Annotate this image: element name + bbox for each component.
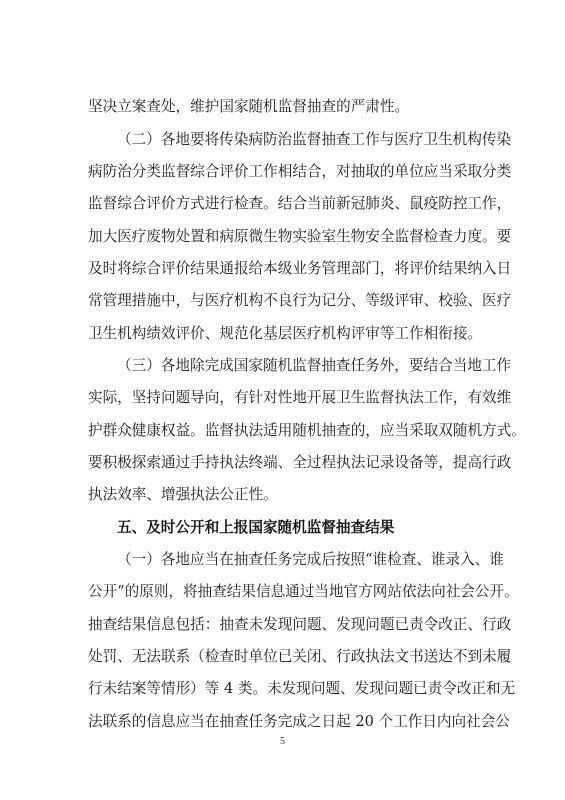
paragraph-line: 处罚、无法联系（检查时单位已关闭、行政执法文书送达不到未履 <box>88 648 512 665</box>
paragraph-line: 护群众健康权益。监督执法适用随机抽查的，应当采取双随机方式。 <box>88 422 526 439</box>
paragraph-line: 监督综合评价方式进行检查。结合当前新冠肺炎、鼠疫防控工作， <box>88 195 512 212</box>
paragraph-line: （一）各地应当在抽查任务完成后按照“谁检查、谁录入、谁 <box>117 551 504 568</box>
paragraph-line: 及时将综合评价结果通报给本级业务管理部门，将评价结果纳入日 <box>88 260 512 277</box>
paragraph-line: 常管理措施中，与医疗机构不良行为记分、等级评审、校验、医疗 <box>88 292 512 309</box>
paragraph-line: （三）各地除完成国家随机监督抽查任务外，要结合当地工作 <box>117 357 512 374</box>
page-number: 5 <box>280 736 285 747</box>
paragraph-line: 卫生机构绩效评价、规范化基层医疗机构评审等工作相衔接。 <box>88 325 483 342</box>
paragraph-line: 实际，坚持问题导向，有针对性地开展卫生监督执法工作，有效维 <box>88 389 512 406</box>
section-heading: 五、及时公开和上报国家随机监督抽查结果 <box>117 519 395 536</box>
paragraph-line: 执法效率、增强执法公正性。 <box>88 486 278 503</box>
paragraph-line: 坚决立案查处，维护国家随机监督抽查的严肃性。 <box>88 98 410 115</box>
paragraph-line: 行未结案等情形）等 4 类。未发现问题、发现问题已责令改正和无 <box>88 680 516 697</box>
paragraph-line: 抽查结果信息包括：抽查未发现问题、发现问题已责令改正、行政 <box>88 616 512 633</box>
paragraph-line: 病防治分类监督综合评价工作相结合，对抽取的单位应当采取分类 <box>88 163 512 180</box>
paragraph-line: 法联系的信息应当在抽查任务完成之日起 20 个工作日内向社会公 <box>88 713 510 730</box>
paragraph-line: （二）各地要将传染病防治监督抽查工作与医疗卫生机构传染 <box>117 131 512 148</box>
paragraph-line: 要积极探索通过手持执法终端、全过程执法记录设备等，提高行政 <box>88 454 512 471</box>
paragraph-line: 公开”的原则，将抽查结果信息通过当地官方网站依法向社会公开。 <box>88 583 519 600</box>
paragraph-line: 加大医疗废物处置和病原微生物实验室生物安全监督检查力度。要 <box>88 228 512 245</box>
